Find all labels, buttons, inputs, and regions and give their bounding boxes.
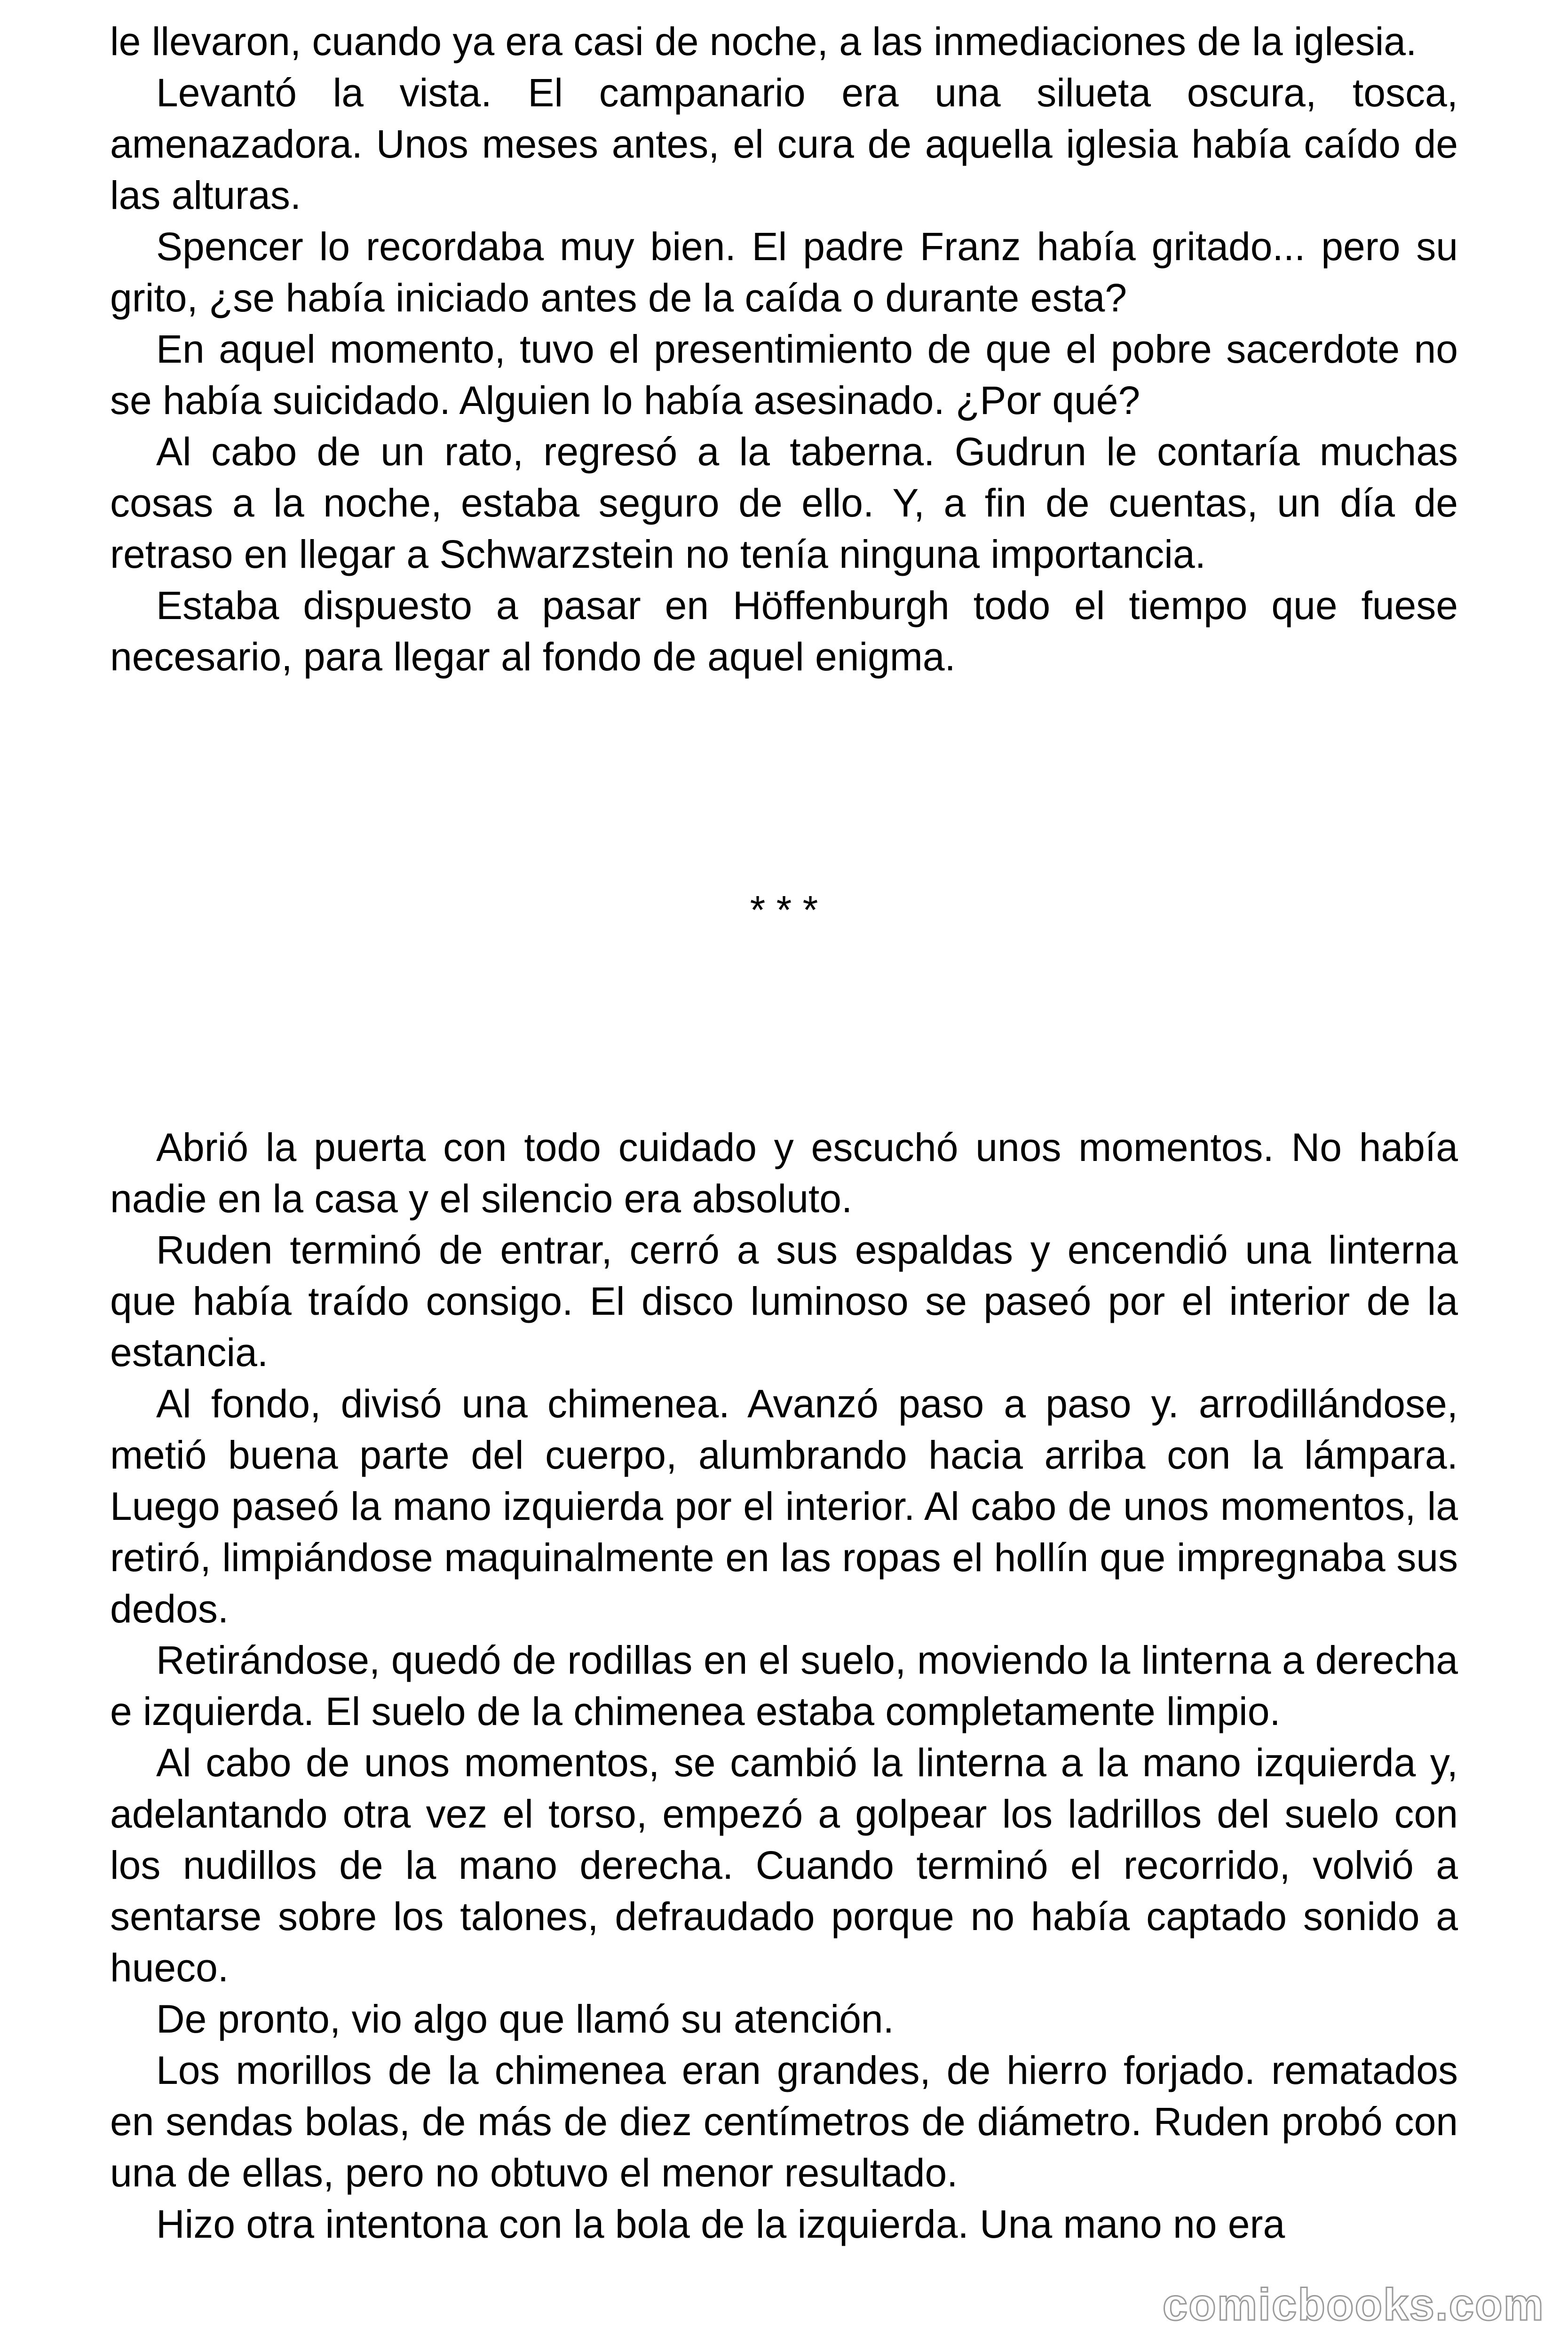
text-section-1 bbox=[110, 16, 1458, 683]
paragraph: Al cabo de unos momentos, se cambió la linterna a la mano izquierda y, adelantando otra vez el torso, empezó a golpear los ladrillos del suelo con los nudillos de la mano derecha. Cuando terminó el recorrido, volvió a sentarse sobre los talones, defraudado porque no había captado sonido a hueco. bbox=[110, 1740, 1458, 1990]
paragraph: Retirándose, quedó de rodillas en el suelo, moviendo la linterna a derecha e izquierda. El suelo de la chimenea estaba completamente limpio. bbox=[110, 1638, 1458, 1733]
paragraph: Al fondo, divisó una chimenea. Avanzó paso a paso y. arrodillándose, metió buena parte del cuerpo, alumbrando hacia arriba con la lámpara. Luego paseó la mano izquierda por el interior. Al cabo de unos momentos, la retiró, limpiándose maquinalmente en las ropas el hollín que impregnaba sus dedos. bbox=[110, 1382, 1458, 1631]
watermark-logo bbox=[1126, 2273, 1549, 2334]
paragraph: Abrió la puerta con todo cuidado y escuchó unos momentos. No había nadie en la casa y el silencio era absoluto. bbox=[110, 1125, 1458, 1221]
watermark-text: comicbooks.com bbox=[1162, 2280, 1544, 2330]
paragraph: De pronto, vio algo que llamó su atención. bbox=[156, 1997, 894, 2041]
paragraph: En aquel momento, tuvo el presentimiento de que el pobre sacerdote no se había suicidado. Alguien lo había asesinado. ¿Por qué? bbox=[110, 327, 1458, 422]
paragraph-cut-off: Hizo otra intentona con la bola de la izquierda. Una mano no era bbox=[156, 2202, 1285, 2246]
paragraph: Ruden terminó de entrar, cerró a sus espaldas y encendió una linterna que había traído consigo. El disco luminoso se paseó por el interior de la estancia. bbox=[110, 1228, 1458, 1375]
text-section-2 bbox=[110, 1122, 1458, 2250]
paragraph: Los morillos de la chimenea eran grandes, de hierro forjado. rematados en sendas bolas, de más de diez centímetros de diámetro. Ruden probó con una de ellas, pero no obtuvo el menor resultado. bbox=[110, 2048, 1458, 2195]
paragraph: Spencer lo recordaba muy bien. El padre Franz había gritado... pero su grito, ¿se había iniciado antes de la caída o durante esta? bbox=[110, 224, 1458, 320]
paragraph: le llevaron, cuando ya era casi de noche, a las inmediaciones de la iglesia. bbox=[110, 19, 1417, 64]
paragraph: Estaba dispuesto a pasar en Höffenburgh todo el tiempo que fuese necesario, para llegar al fondo de aquel enigma. bbox=[110, 583, 1458, 679]
paragraph: Levantó la vista. El campanario era una silueta oscura, tosca, amenazadora. Unos meses antes, el cura de aquella iglesia había caído de las alturas. bbox=[110, 71, 1458, 217]
section-separator: * * * bbox=[750, 888, 818, 932]
paragraph: Al cabo de un rato, regresó a la taberna. Gudrun le contaría muchas cosas a la noche, estaba seguro de ello. Y, a fin de cuentas, un día de retraso en llegar a Schwarzstein no tenía ninguna importancia. bbox=[110, 429, 1458, 576]
